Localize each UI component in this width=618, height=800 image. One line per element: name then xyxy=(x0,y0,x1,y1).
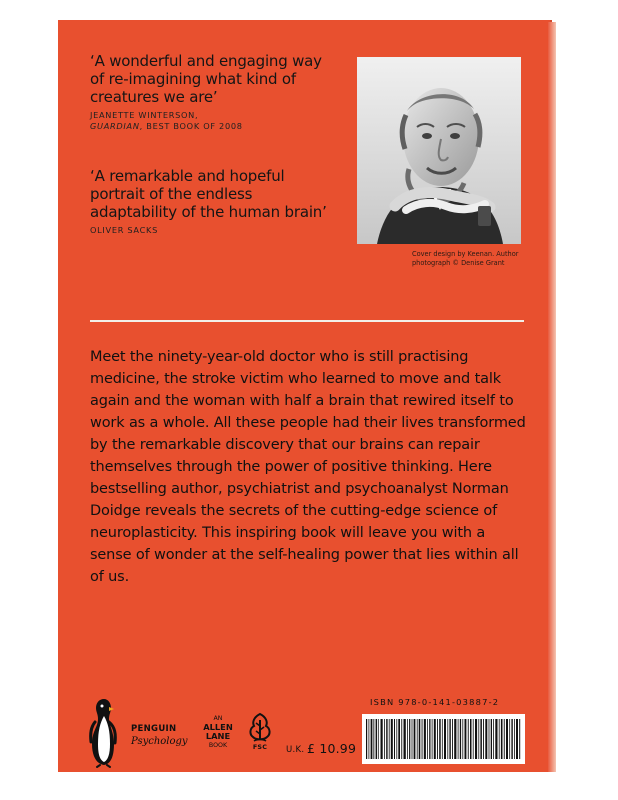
price-country: U.K. xyxy=(286,745,305,755)
allen-lane-word-1: ALLEN xyxy=(203,722,233,732)
book-page-edge xyxy=(548,22,556,772)
book-back-cover xyxy=(58,20,550,772)
quote-text: ‘A remarkable and hopeful portrait of the endless adaptability of the human brain’ xyxy=(90,167,327,221)
attribution-publication: GUARDIAN xyxy=(90,121,140,131)
review-quote-sacks xyxy=(90,167,336,236)
penguin-psychology-logo xyxy=(89,696,188,768)
quote-attribution xyxy=(90,110,322,132)
psychology-imprint-label: Psychology xyxy=(131,736,188,747)
attribution-detail: , BEST BOOK OF 2008 xyxy=(139,121,243,131)
fsc-label: FSC xyxy=(252,743,268,751)
allen-lane-word-2: LANE xyxy=(205,731,231,741)
penguin-imprint-label: PENGUIN xyxy=(131,724,177,734)
penguin-logo-icon xyxy=(89,696,117,768)
isbn-text: ISBN 978-0-141-03887-2 xyxy=(370,697,500,707)
barcode xyxy=(362,714,525,764)
author-photo xyxy=(357,57,521,244)
allen-lane-logo xyxy=(198,714,238,750)
fsc-tree-icon xyxy=(246,712,274,743)
attribution-name: JEANETTE WINTERSON, xyxy=(90,110,199,120)
fsc-logo xyxy=(246,712,274,755)
barcode-icon xyxy=(366,719,521,759)
book-price: £ 10.99 xyxy=(307,741,357,756)
quote-attribution xyxy=(90,225,336,236)
photo-credit: Cover design by Keenan. Author photograph © Denise Grant xyxy=(412,250,519,267)
quote-text: ‘A wonderful and engaging way of re-imagining what kind of creatures we are’ xyxy=(90,52,322,106)
review-quote-winterson xyxy=(90,52,322,132)
section-divider xyxy=(90,320,524,322)
author-portrait-image xyxy=(357,57,521,244)
allen-lane-suffix: BOOK xyxy=(208,742,228,749)
book-description: Meet the ninety-year-old doctor who is still practising medicine, the stroke victim who learned to move and talk again and the woman with half a brain that rewired itself to work as a whole. All these people had their lives transformed by the remarkable discovery that our brains can repair themselves through the power of positive thinking. Here bestselling author, psychiatrist and psychoanalyst Norman Doidge reveals the secrets of the cutting-edge science of neuroplasticity. This inspiring book will leave you with a sense of wonder at the self-healing power that lies within all of us. xyxy=(90,349,526,585)
allen-lane-prefix: AN xyxy=(213,715,223,722)
attribution-name: OLIVER SACKS xyxy=(90,225,158,235)
